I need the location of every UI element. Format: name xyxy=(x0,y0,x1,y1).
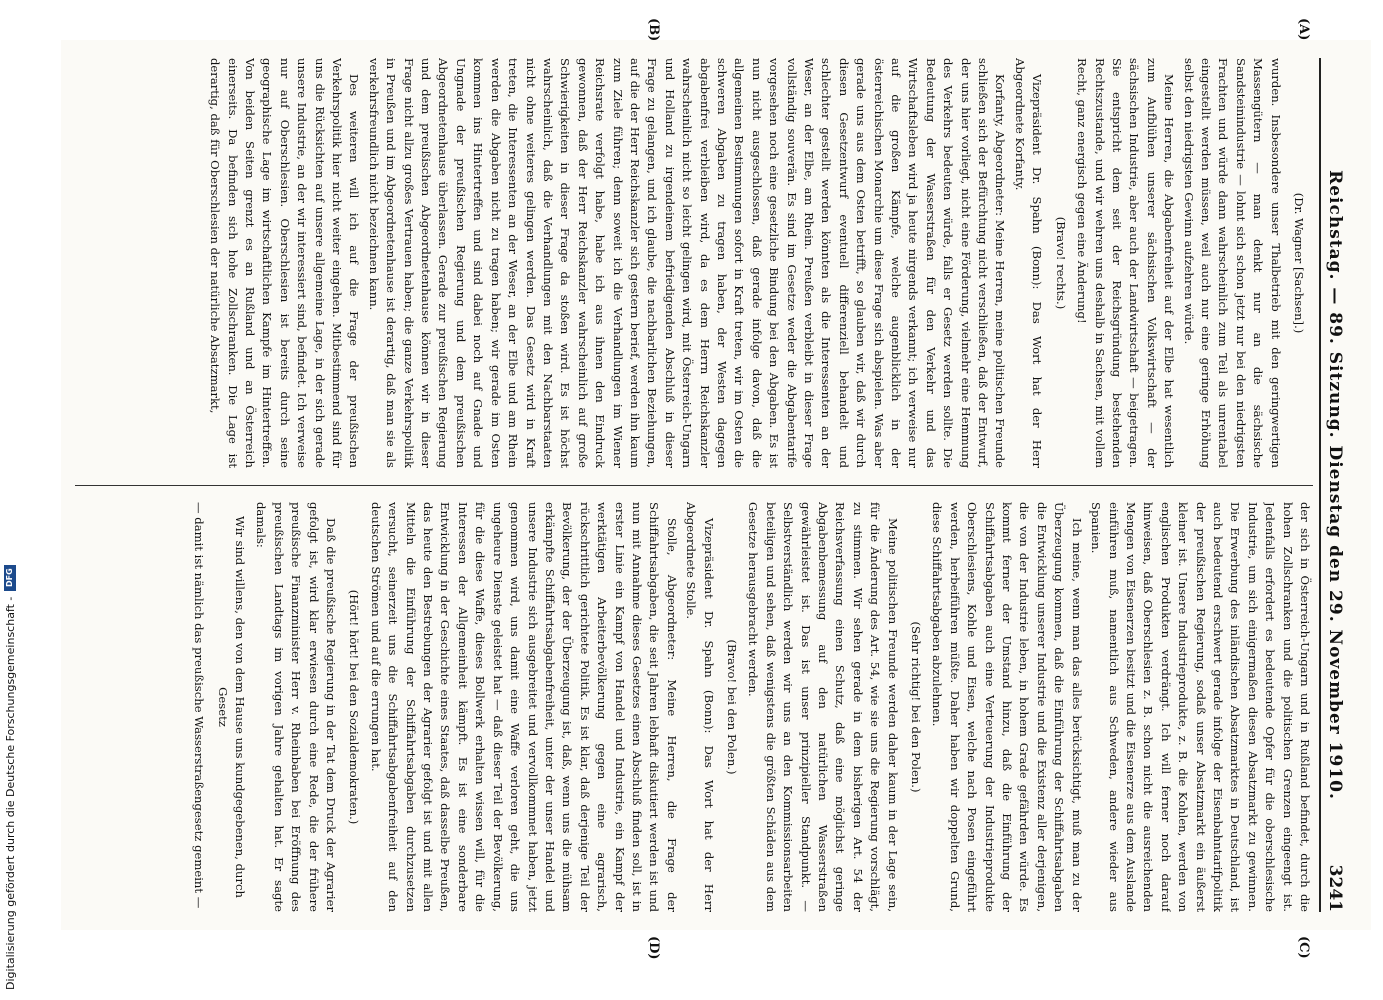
paragraph: Korfanty, Abgeordneter: Meine Herren, meine politischen Freunde schließen sich der Befürchtung nicht verschließen, daß der Entwurf, der uns hier vorliegt, nicht eine Förderung, vielmehr eine Hemmung des Verkehrs bedeuten würde, falls er Gesetz werden sollte. Die Bedeutung der Wasserstraßen für den Verkehr und das Wirtschaftsleben wird ja heute nirgends verkannt; ich verweise nur auf die großen Kämpfe, welche augenblicklich in der österreichischen Monarchie um diese Frage sich abspielen. Was aber gerade uns aus dem Osten betrifft, so glauben wir, daß wir durch diesen Gesetzentwurf eventuell differenziell behandelt und schlechter gestellt werden könnten als die Interessenten an der Weser, an der Elbe, am Rhein. Preußen verbleibt in dieser Frage vollständig souverän. Es sind im Gesetze weder die Abgabentarife vorgesehen noch eine gesetzliche Bindung bei den Abgaben. Es ist nun nicht ausgeschlossen, daß gerade infolge davon, daß die allgemeinen Bestimmungen sofort in Kraft treten, wir im Osten die schweren Abgaben zu tragen haben, der Westen dagegen abgabenfrei verbleiben wird, da es dem Herrn Reichskanzler wahrscheinlich nicht so leicht gelingen wird, mit Österreich-Ungarn und Holland zu irgendeinem befriedigenden Abschluß in dieser Frage zu gelangen, und ich glaube, die nachbarlichen Beziehungen, auf die der Herr Reichskanzler sich gestern berief, werden ihn kaum zum Ziele führen; denn soweit ich die Verhandlungen im Wiener Reichsrate verfolgt habe, habe ich aus ihnen den Eindruck gewonnen, daß der Herr Reichskanzler wahrscheinlich auf große Schwierigkeiten in dieser Frage da stoßen wird. Es ist höchst wahrscheinlich, daß die Verhandlungen mit den Nachbarstaaten nicht ohne weiteres gelingen werden. Das Gesetz wird in Kraft treten, die Interessenten an der Weser, an der Elbe und am Rhein werden die Abgaben nicht zu tragen haben; wir gerade im Osten kommen ins Hintertreffen und sind dabei noch auf Gnade und Ungnade der preußischen Regierung und dem preußischen Abgeordnetenhause überlassen. Gerade zur preußischen Regierung und dem preußischen Abgeordnetenhause können wir in dieser Frage nicht allzu großes Vertrauen haben; die ganze Verkehrspolitik in Preußen und im Abgeordnetenhause ist derartig, daß man sie als verkehrsfreundlich nicht bezeichnen kann. xyxy=(366,58,1008,468)
interjection: (Hört! hört! bei den Sozialdemokraten.) xyxy=(347,589,362,825)
interjection: (Bravo! bei den Polen.) xyxy=(725,639,739,775)
quotation: Wir sind willens, den von dem Hause uns kundgegebenen, durch Gesetz xyxy=(215,516,248,898)
document-page xyxy=(61,18,1371,960)
margin-marker-a: (A) xyxy=(1296,18,1311,41)
paragraph: Daß die preußische Regierung in der Tat dem Druck der Agrarier gefolgt ist, wird klar erwiesen durch eine Rede, die der frühere preußische Finanzminister Herr v. Rheinbaben bei Eröffnung des preußischen Landtags im vorigen Jahre gehalten hat. Er sagte damals: xyxy=(254,502,339,912)
column-divider xyxy=(75,485,1313,486)
speaker-continuation: (Dr. Wagner [Sachsen].) xyxy=(1292,192,1306,334)
interjection: (Sehr richtig! bei den Polen.) xyxy=(909,621,924,793)
credit-text: Digitalisierung gefördert durch die Deutsche Forschungsgemeinschaft - xyxy=(3,596,17,990)
interjection: (Bravo! rechts.) xyxy=(1053,216,1068,310)
margin-marker-c: (C) xyxy=(1296,936,1311,959)
chair-announcement: Vizepräsident Dr. Spahn (Bonn): Das Wort hat der Herr Abgeordnete Stolle. xyxy=(684,502,716,912)
paragraph: wurden. Insbesondere unser Thalbetrieb mit den geringwertigen Massengütern — man denkt nur an die sächsische Sandsteinindustrie — lohnt sich schon jetzt nur bei den niedrigsten Frachten und würde dann wahrscheinlich zum Teil als unrentabel eingestellt werden müssen, weil auch nur eine geringe Erhöhung selbst den niedrigsten Gewinn aufzehren würde. xyxy=(1181,58,1283,468)
paragraph: der sich in Österreich-Ungarn und in Rußland befindet, durch die hohen Zollschranken und die politischen Grenzen eingeengt ist. Jedenfalls erfordert es bedeutende Opfer für die oberschlesische Industrie, um sich einigermaßen diesen Absatzmarkt zu gewinnen. Die Erwerbung des inländischen Absatzmarktes in Deutschland, ist auch bedeutend erschwert gerade infolge der Eisenbahntarifpolitik der preußischen Regierung, sodaß unser Absatzmarkt ein äußerst kleiner ist. Unsere Industrieprodukte, z. B. die Kohlen, werden von englischen Produkten verdrängt. Ich will ferner noch darauf hinweisen, daß Oberschlesien z. B. schon nicht die ausreichenden Mengen von Eisenerzen besitzt und die Eisenerze aus dem Auslande einführen muß, namentlich aus Schweden, andere wieder aus Spanien. xyxy=(1089,502,1312,912)
left-column xyxy=(75,58,1313,468)
right-column xyxy=(75,502,1313,912)
paragraph: Meine politischen Freunde werden daher kaum in der Lage sein, für die Änderung des Art. 54, wie sie uns die Regierung vorschlägt, zu stimmen. Wir sehen gerade in dem bisherigen Art. 54 der Reichsverfassung einen Schutz, daß eine möglichst geringe Abgabenbemessung auf den natürlichen Wasserstraßen gewährleistet ist. Das ist unser prinzipieller Standpunkt. — Selbstverständlich werden wir uns an den Kommissionsarbeiten beteiligen und sehen, daß wenigstens die größten Schäden aus dem Gesetze herausgebracht werden. xyxy=(746,502,900,912)
chair-announcement: Vizepräsident Dr. Spahn (Bonn): Das Wort hat der Herr Abgeordnete Korfanty. xyxy=(1012,58,1045,468)
margin-marker-b: (B) xyxy=(646,18,661,42)
page-title: Reichstag. — 89. Sitzung. Dienstag den 29. November 1910. xyxy=(1325,170,1345,800)
paragraph: Ich meine, wenn man das alles berücksichtigt, muß man zu der Überzeugung kommen, daß die Einführung der Schiffahrtsabgaben die Entwicklung unserer Industrie und die Existenz aller derjenigen, die von der Industrie leben, in hohem Grade gefährden würde. Es kommt ferner der Umstand hinzu, daß die Einführung der Schiffahrtsabgaben auch eine Verteuerung der Industrieprodukte Oberschlesiens, Kohle und Eisen, welche nach Posen eingeführt werden, herbeiführen müßte. Daher haben wir doppelten Grund, diese Schiffahrtsabgaben abzulehnen. xyxy=(930,502,1084,912)
paragraph: Meine Herren, die Abgabenfreiheit auf der Elbe hat wesentlich zum Aufblühen unserer sächsischen Volkswirtschaft — der sächsischen Industrie, aber auch der Landwirtschaft — beigetragen. Sie entspricht dem seit der Reichsgründung bestehenden Rechtszustande, und wir wehren uns deshalb in Sachsen, mit vollem Recht, ganz energisch gegen eine Änderung! xyxy=(1075,58,1177,468)
paragraph: Des weiteren will ich auf die Frage der preußischen Verkehrspolitik hier nicht weiter eingehen. Mitbestimmend sind für uns die Rücksichten auf unsere allgemeine Lage, in der sich gerade unsere Industrie, an der wir interessiert sind, befindet. Ich verweise nur auf Oberschlesien. Oberschlesien ist bereits durch seine geographische Lage im wirtschaftlichen Kampfe im Hintertreffen. Von beiden Seiten grenzt es an Rußland und an Österreich einerseits. Da befinden sich hohe Zollschranken. Die Lage ist derartig, daß für Oberschlesien der natürliche Absatzmarkt, xyxy=(208,58,362,468)
page-number: 3241 xyxy=(1325,864,1345,912)
margin-marker-d: (D) xyxy=(646,936,661,960)
dfg-logo-icon: DFG xyxy=(4,565,16,591)
paragraph: Stolle, Abgeordneter: Meine Herren, die Frage der Schiffahrtsabgaben, die seit Jahren lebhaft diskutiert werden ist und nun mit Annahme dieses Gesetzes einen Abschluß finden soll, ist in erster Linie ein Kampf von Handel und Industrie, ein Kampf der werktätigen Arbeiterbevölkerung gegen eine agrarisch, rückschrittlich gerichtete Politik. Es ist klar, daß derjenige Teil der Bevölkerung, der der Überzeugung ist, daß, wenn uns die mühsam erkämpfte Schiffahrtsabgabenfreiheit, unter der unser Handel und unsere Industrie sich ausgebreitet und vervollkommnet haben, jetzt genommen wird, uns damit eine Waffe verloren geht, die uns ungeheure Dienste geleistet hat — daß dieser Teil der Bevölkerung, für die diese Waffe, dieses Bollwerk erhalten wissen will, für die Interessen der Allgemeinheit kämpft. Es ist eine sonderbare Entwicklung in der Geschichte eines Staates, daß dasselbe Preußen, das heute den Bestrebungen der Agrarier gefolgt ist und mit allen Mitteln die Einführung der Schiffahrtsabgaben durchzusetzen versucht, seinerzeit uns die Schiffahrtsabgabenfreiheit auf den deutschen Strömen und auf die errungen hat. xyxy=(368,502,679,912)
paragraph: — damit ist nämlich das preußische Wasserstraßengesetz gemeint — xyxy=(192,502,207,909)
page-header xyxy=(1319,58,1363,912)
digitization-credit xyxy=(2,560,18,990)
